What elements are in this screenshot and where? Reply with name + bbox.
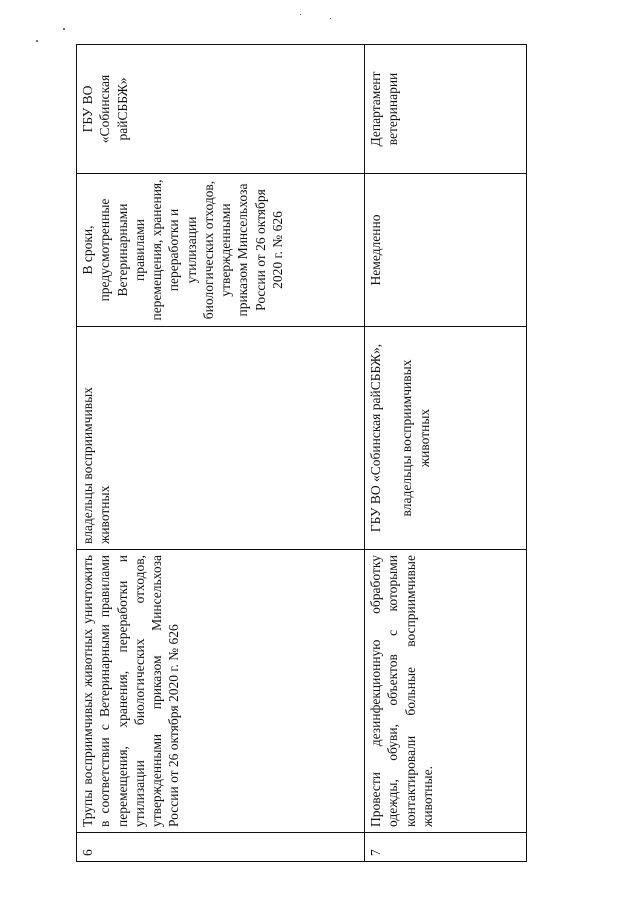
executors-text: владельцы восприимчивых животных (80, 387, 113, 544)
scan-speck (330, 18, 331, 19)
executors-cell (77, 327, 365, 550)
spacer (384, 332, 398, 544)
row-number: 7 (365, 833, 527, 862)
deadline-cell: В сроки, предусмотренные Ветеринарными правилами перемещения, хранения, переработки и утилизации биологических отходов, утвержденными приказом Минсельхоза России от 26 октября 2020 г. № 626 (77, 174, 365, 327)
scan-speck (36, 40, 38, 42)
scan-speck (300, 14, 301, 15)
executors-extra-text: владельцы восприимчивых животных (399, 359, 432, 517)
deadline-cell: Немедленно (365, 174, 527, 327)
measures-table (76, 44, 527, 862)
rotated-table-page (76, 44, 526, 862)
action-cell: Провести дезинфекционную обработку одежды, обуви, объектов с которыми контактировали больные восприимчивые животные. (365, 550, 527, 833)
executors-text: ГБУ ВО «Собинская райСББЖ», (368, 343, 383, 533)
responsible-cell: ГБУ ВО «Собинская райСББЖ» (77, 45, 365, 174)
scan-speck (63, 28, 65, 30)
responsible-cell: Департамент ветеринарии (365, 45, 527, 174)
executors-cell (365, 327, 527, 550)
table-row (365, 45, 527, 862)
table-row (77, 45, 365, 862)
row-number: 6 (77, 833, 365, 862)
action-cell: Трупы восприимчивых животных уничтожить в соответствии с Ветеринарными правилами перемещения, хранения, переработки и утилизации биологических отходов, утвержденными приказом Минсельхоза России от 26 октября 2020 г. № 626 (77, 550, 365, 833)
